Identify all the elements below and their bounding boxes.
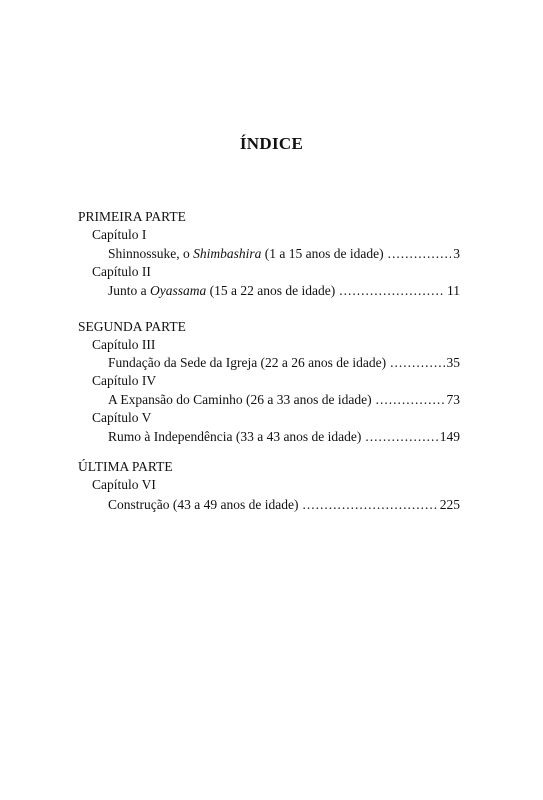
chapter-label-5: Capítulo V: [92, 410, 152, 425]
dot-leader: [302, 496, 437, 514]
toc-entry-title: A Expansão do Caminho (26 a 33 anos de idade): [108, 392, 372, 407]
chapter-label-4: Capítulo IV: [92, 373, 157, 388]
toc-page-number: 149: [439, 429, 460, 444]
dot-leader: [365, 428, 437, 446]
toc-entry-title: Fundação da Sede da Igreja (22 a 26 anos de idade): [108, 355, 387, 370]
chapter-label-3: Capítulo III: [92, 337, 156, 352]
page-title: ÍNDICE: [239, 134, 304, 153]
toc-entry-title: Shinnossuke, o Shimbashira (1 a 15 anos de idade): [108, 246, 384, 261]
toc-page-number: 73: [446, 392, 460, 407]
chapter-label-6: Capítulo VI: [92, 477, 156, 492]
toc-entry-1: [108, 245, 460, 263]
dot-leader: [339, 282, 445, 300]
toc-page-number: 35: [446, 355, 460, 370]
part-heading-3: ÚLTIMA PARTE: [78, 459, 173, 474]
toc-entry-6: [108, 496, 460, 514]
toc-page-number: 11: [447, 283, 460, 298]
chapter-label-2: Capítulo II: [92, 264, 151, 279]
toc-entry-title: Construção (43 a 49 anos de idade): [108, 497, 299, 512]
toc-entry-2: [108, 282, 460, 300]
toc-entry-4: [108, 391, 460, 409]
toc-entry-title: Junto a Oyassama (15 a 22 anos de idade): [108, 283, 336, 298]
dot-leader: [388, 245, 452, 263]
chapter-label-1: Capítulo I: [92, 227, 147, 242]
part-heading-1: PRIMEIRA PARTE: [78, 209, 186, 224]
toc-page-number: 3: [453, 246, 460, 261]
toc-page-number: 225: [439, 497, 460, 512]
toc-entry-title: Rumo à Independência (33 a 43 anos de idade): [108, 429, 362, 444]
dot-leader: [390, 354, 444, 372]
toc-entry-5: [108, 428, 460, 446]
part-heading-2: SEGUNDA PARTE: [78, 319, 186, 334]
toc-entry-3: [108, 354, 460, 372]
dot-leader: [376, 391, 445, 409]
